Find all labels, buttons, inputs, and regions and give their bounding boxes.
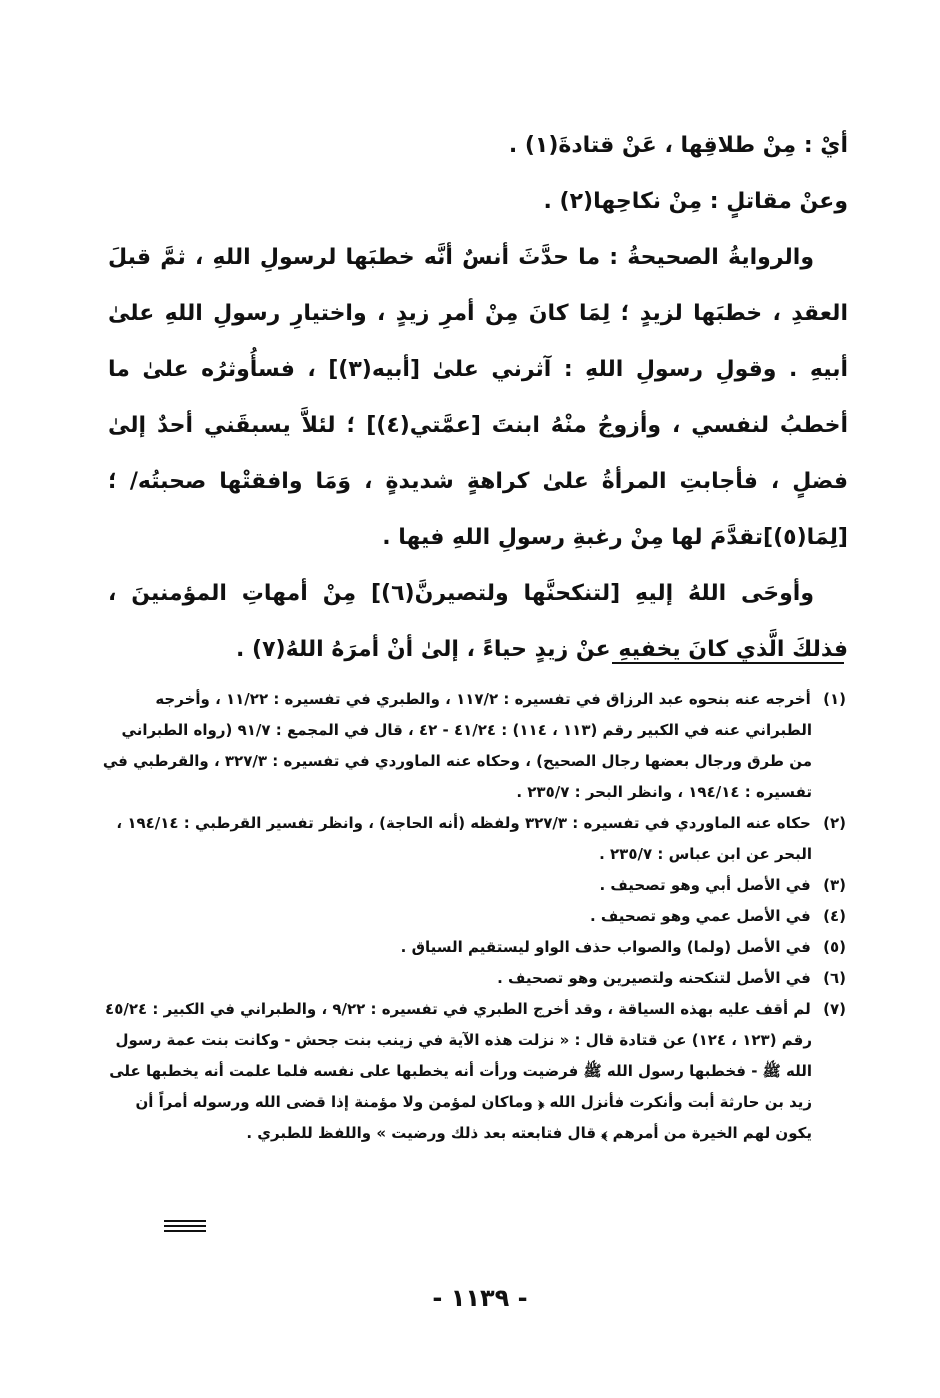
footnote-text: في الأصل عمي وهو تصحيف . bbox=[589, 907, 811, 925]
footnotes-block bbox=[100, 684, 846, 1149]
footnote-number: (٦) bbox=[823, 969, 846, 987]
footnote-number: (٣) bbox=[823, 876, 846, 894]
footnote-number: (٢) bbox=[823, 814, 846, 832]
main-paragraph-4: وأوحَى اللهُ إليهِ [لتنكحنَّها ولتصيرنَّ(٦)] مِنْ أمهاتِ المؤمنينَ ، فذلكَ الَّذي كانَ يخفيهِ عنْ زيدٍ حياءً ، إلىٰ أنْ أمرَهُ اللهُ(٧) . bbox=[108, 581, 848, 662]
footnote-3 bbox=[100, 870, 846, 901]
footnote-text: في الأصل أبي وهو تصحيف . bbox=[599, 876, 811, 894]
footnote-1 bbox=[100, 684, 846, 808]
footnote-4 bbox=[100, 901, 846, 932]
footnote-7 bbox=[100, 994, 846, 1149]
footnote-6 bbox=[100, 963, 846, 994]
main-paragraph-1: أيْ : مِنْ طلاقِها ، عَنْ قتادةَ(١) . bbox=[508, 133, 848, 158]
main-paragraph-3: والروايةُ الصحيحةُ : ما حدَّثَ أنسٌ أنَّه خطبَها لرسولِ اللهِ ، ثمَّ قبلَ العقدِ ، خطبَها لزيدٍ ؛ لِمَا كانَ مِنْ أمرِ زيدٍ ، واختيارِ رسولِ اللهِ علىٰ أبيهِ . وقولِ رسولِ اللهِ : آثرني علىٰ [أبيه(٣)] ، فسأُوثرُه علىٰ ما أخطبُ لنفسي ، وأزوجُ منْهُ ابنتَ [عمَّتي(٤)] ؛ لئلاَّ يسبقَني أحدٌ إلىٰ فضلٍ ، فأجابتِ المرأةُ علىٰ كراهةٍ شديدةٍ ، وَمَا وافقتْها صحبتُه/ ؛[لِمَا(٥)]تقدَّمَ لها مِنْ رغبةِ رسولِ اللهِ فيها . bbox=[108, 245, 849, 550]
footnote-number: (٤) bbox=[823, 907, 846, 925]
footnote-number: (١) bbox=[823, 690, 846, 708]
page-number: - ١١٣٩ - bbox=[432, 1284, 528, 1312]
footnote-text: حكاه عنه الماوردي في تفسيره : ٣٢٧/٣ ولفظه (أنه الحاجة) ، وانظر تفسير القرطبي : ١٩٤/١٤ ، البحر عن ابن عباس : ٢٣٥/٧ . bbox=[116, 814, 812, 863]
footnote-number: (٧) bbox=[823, 1000, 846, 1018]
footnote-text: في الأصل (ولما) والصواب حذف الواو ليستقيم السياق . bbox=[400, 938, 811, 956]
footnote-text: في الأصل لتنكحنه ولتصيرين وهو تصحيف . bbox=[497, 969, 811, 987]
footnote-2 bbox=[100, 808, 846, 870]
end-of-footnotes-mark bbox=[164, 1220, 206, 1232]
footnote-text: أخرجه عنه بنحوه عبد الرزاق في تفسيره : ١١٧/٢ ، والطبري في تفسيره : ١١/٢٢ ، وأخرجه الطبراني عنه في الكبير رقم (١١٣ ، ١١٤) : ٤١/٢٤ - ٤٢ ، قال في المجمع : ٩١/٧ (رواه الطبراني من طرق ورجال بعضها رجال الصحيح) ، وحكاه عنه الماوردي في تفسيره : ٣٢٧/٣ ، والقرطبي في تفسيره : ١٩٤/١٤ ، وانظر البحر : ٢٣٥/٧ . bbox=[102, 690, 812, 801]
footnote-text: لم أقف عليه بهذه السياقة ، وقد أخرج الطبري في تفسيره : ٩/٢٢ ، والطبراني في الكبير : ٤٥/٢٤ رقم (١٢٣ ، ١٢٤) عن قتادة قال : « نزلت هذه الآية في زينب بنت جحش - وكانت بنت عمة رسول الله ﷺ - فخطبها رسول الله ﷺ فرضيت ورأت أنه يخطبها على نفسه فلما علمت أنه يخطبها على زيد بن حارثة أبت وأنكرت فأنزل الله ﴿ وماكان لمؤمن ولا مؤمنة إذا قضى الله ورسوله أمراً أن يكون لهم الخيرة من أمرهم ﴾ قال فتابعته بعد ذلك ورضيت » واللفظ للطبري . bbox=[105, 1000, 812, 1142]
footnote-separator bbox=[612, 662, 844, 664]
footnote-5 bbox=[100, 932, 846, 963]
main-paragraph-2: وعنْ مقاتلٍ : مِنْ نكاحِها(٢) . bbox=[543, 189, 848, 214]
footnote-number: (٥) bbox=[823, 938, 846, 956]
main-text-block bbox=[108, 118, 848, 678]
